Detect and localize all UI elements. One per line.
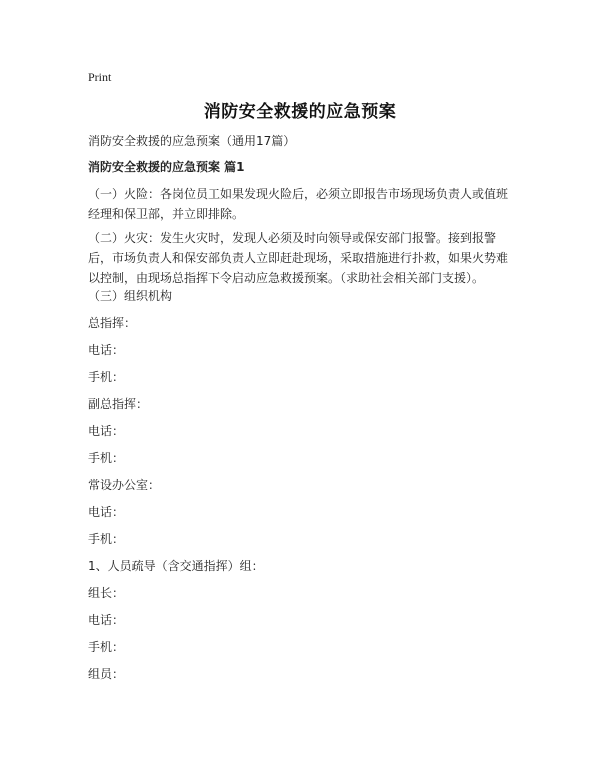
field-group-leader: 组长： bbox=[88, 586, 125, 600]
field-phone: 电话： bbox=[88, 613, 125, 627]
print-label[interactable]: Print bbox=[88, 70, 112, 84]
field-phone: 电话： bbox=[88, 343, 125, 357]
document-title: 消防安全救援的应急预案 bbox=[203, 102, 397, 122]
field-mobile: 手机： bbox=[88, 532, 125, 546]
field-mobile: 手机： bbox=[88, 370, 125, 384]
field-mobile: 手机： bbox=[88, 451, 125, 465]
field-phone: 电话： bbox=[88, 424, 125, 438]
document-subtitle: 消防安全救援的应急预案（通用17篇） bbox=[88, 134, 296, 148]
field-deputy-commander: 副总指挥： bbox=[88, 397, 149, 411]
field-group-members: 组员： bbox=[88, 667, 125, 681]
field-mobile: 手机： bbox=[88, 640, 125, 654]
org-heading: （三）组织机构 bbox=[88, 289, 173, 303]
section-heading: 消防安全救援的应急预案 篇1 bbox=[88, 160, 245, 174]
field-commander: 总指挥： bbox=[88, 316, 137, 330]
field-phone: 电话： bbox=[88, 505, 125, 519]
field-standing-office: 常设办公室： bbox=[88, 478, 161, 492]
paragraph-fire-incident: （二）火灾：发生火灾时，发现人必须及时向领导或保安部门报警。接到报警后，市场负责人和保安部负责人立即赶赴现场，采取措施进行扑救，如果火势难以控制，由现场总指挥下令启动应急救援预案。（求助社会相关部门支援）。 bbox=[88, 231, 509, 285]
paragraph-fire-risk: （一）火险：各岗位员工如果发现火险后，必须立即报告市场现场负责人或值班经理和保卫部，并立即排除。 bbox=[88, 187, 509, 221]
field-evacuation-group: 1、人员疏导（含交通指挥）组： bbox=[88, 559, 264, 573]
